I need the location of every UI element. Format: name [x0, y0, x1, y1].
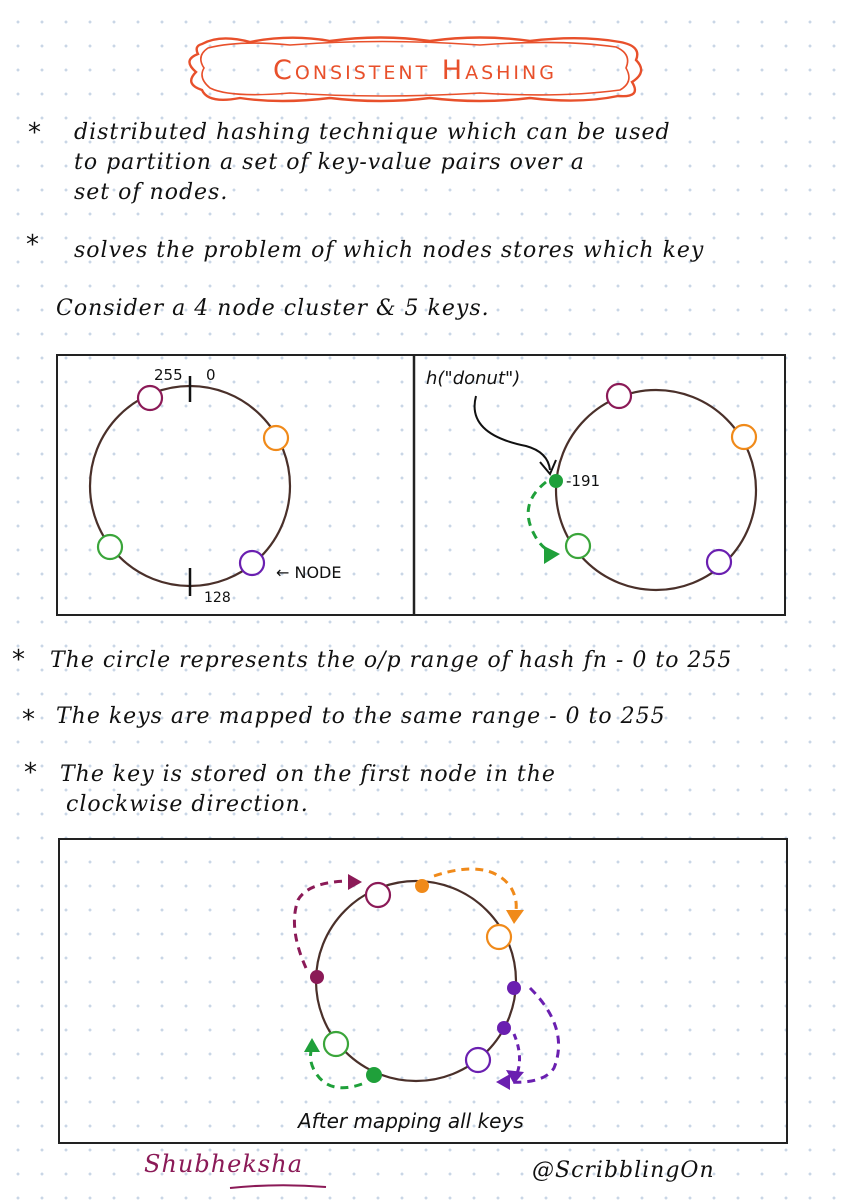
label-0: 0: [206, 366, 216, 384]
hash-arrow: [475, 396, 550, 470]
node-green: [98, 535, 122, 559]
bullet-5-line-1: The key is stored on the first node in the: [60, 762, 556, 787]
top-diagram: [56, 354, 786, 616]
bullet-4: The keys are mapped to the same range - 0 to 255: [56, 704, 666, 729]
mapping-arrow-head: [544, 546, 560, 564]
social-handle: @ScribblingOn: [532, 1158, 715, 1183]
bullet-1-line-3: set of nodes.: [74, 180, 229, 205]
node-magenta: [607, 384, 631, 408]
key-green: [366, 1067, 382, 1083]
node-purple: [707, 550, 731, 574]
arrow-purple-1-head: [496, 1074, 510, 1090]
author-signature: Shubheksha: [144, 1150, 304, 1178]
mapping-arrow: [528, 482, 556, 554]
bullet-1-line-2: to partition a set of key-value pairs over a: [74, 150, 585, 175]
top-diagram-border: [57, 355, 785, 615]
arrow-orange: [434, 869, 516, 918]
bullet-2: solves the problem of which nodes stores which key: [74, 238, 705, 263]
bullet-5-line-2: clockwise direction.: [66, 792, 309, 817]
bullet-marker: *: [12, 645, 25, 675]
bullet-1-line-1: distributed hashing technique which can be used: [74, 120, 671, 145]
arrow-orange-head: [506, 910, 524, 924]
node-green: [324, 1032, 348, 1056]
label-128: 128: [204, 590, 231, 606]
key-purple-2: [497, 1021, 511, 1035]
key-donut: [549, 474, 563, 488]
node-magenta: [138, 386, 162, 410]
page-title: Consistent Hashing: [273, 54, 557, 86]
bullet-3: The circle represents the o/p range of hash fn - 0 to 255: [50, 648, 733, 673]
key-purple-1: [507, 981, 521, 995]
node-orange: [487, 925, 511, 949]
arrow-purple-2: [514, 1034, 520, 1076]
key-magenta: [310, 970, 324, 984]
signature-underline: [228, 1182, 328, 1192]
label-255: 255: [154, 366, 183, 384]
node-label: ← NODE: [276, 563, 342, 582]
key-orange: [415, 879, 429, 893]
bullet-marker: *: [26, 230, 39, 260]
node-orange: [264, 426, 288, 450]
hash-label: h("donut"): [426, 368, 521, 389]
panel-caption: After mapping all keys: [298, 1109, 524, 1133]
key-value: -191: [566, 472, 601, 490]
node-orange: [732, 425, 756, 449]
bottom-diagram: [58, 838, 788, 1144]
arrow-magenta: [294, 881, 348, 968]
bullet-marker: *: [22, 705, 35, 735]
bullet-marker: *: [28, 118, 41, 148]
node-green: [566, 534, 590, 558]
bullet-marker: *: [24, 758, 37, 788]
consider-text: Consider a 4 node cluster & 5 keys.: [56, 296, 490, 321]
node-purple: [240, 551, 264, 575]
arrow-magenta-head: [348, 874, 362, 890]
node-magenta: [366, 883, 390, 907]
arrow-green-head: [304, 1038, 320, 1052]
node-purple: [466, 1048, 490, 1072]
